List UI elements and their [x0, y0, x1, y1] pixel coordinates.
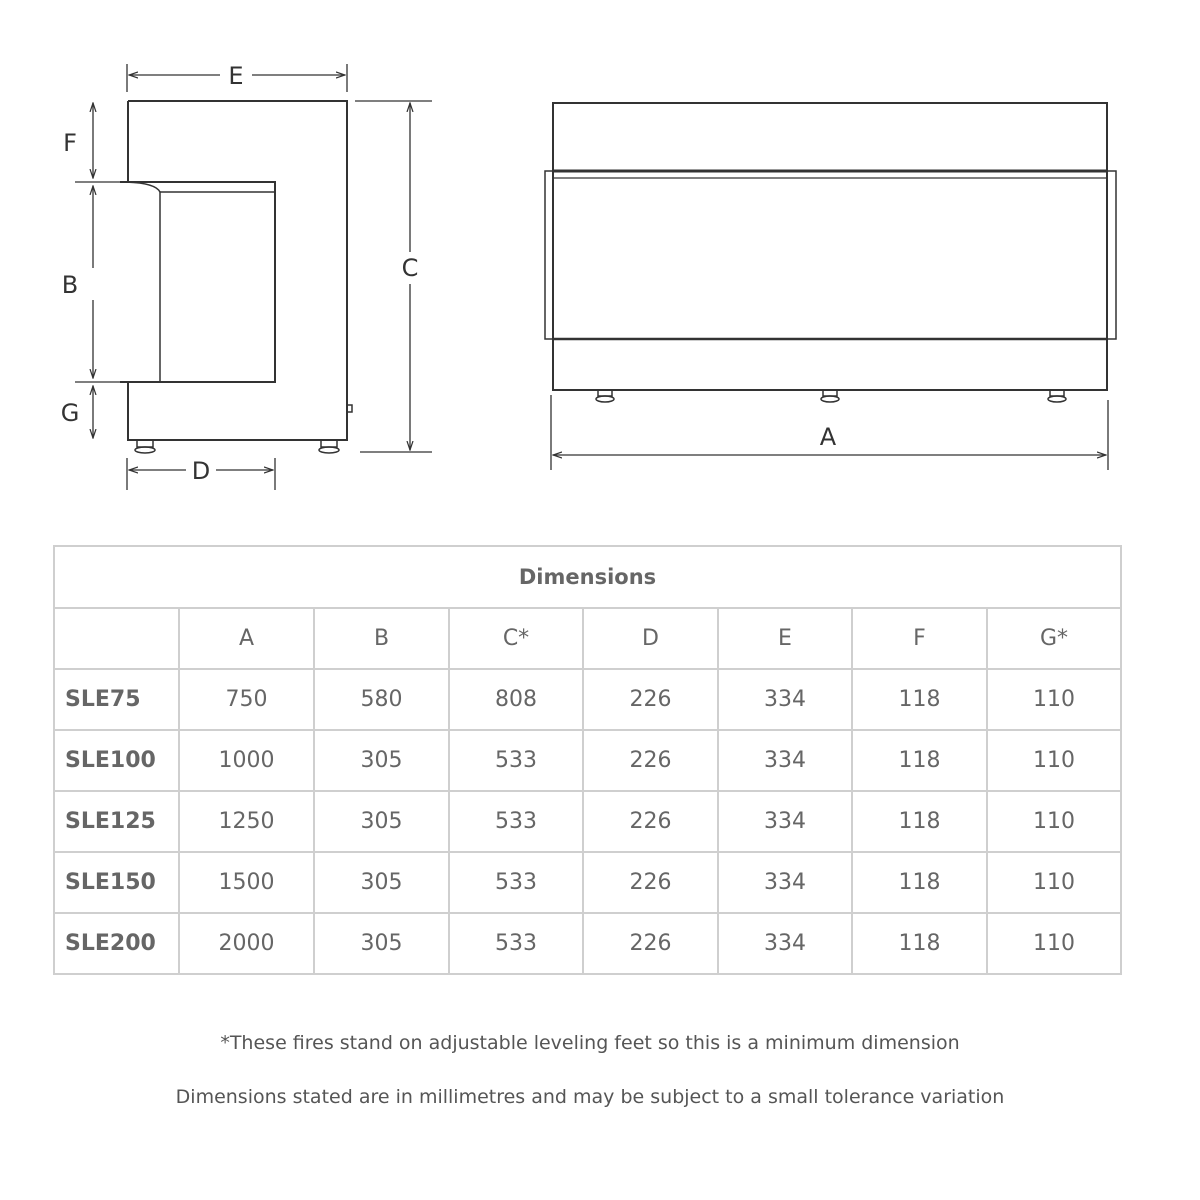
dimension-value-cell: 118	[852, 791, 987, 852]
dimension-value-cell: 533	[449, 913, 583, 974]
dimension-value-cell: 334	[718, 852, 852, 913]
dimension-value-cell: 110	[987, 852, 1121, 913]
dimension-label-D: D	[191, 457, 211, 485]
table-row	[54, 852, 1121, 913]
table-row	[54, 791, 1121, 852]
dimension-value-cell: 118	[852, 852, 987, 913]
dimension-label-A: A	[819, 423, 837, 451]
header-cell-model	[54, 608, 179, 669]
table-header-row	[54, 608, 1121, 669]
front-view-drawing	[545, 103, 1116, 402]
dimension-value-cell: 110	[987, 913, 1121, 974]
model-name-cell: SLE125	[54, 791, 179, 852]
dimension-value-cell: 334	[718, 730, 852, 791]
dimension-label-C: C	[401, 254, 419, 282]
feet-footnote: *These fires stand on adjustable leveling feet so this is a minimum dimension	[220, 1032, 960, 1054]
technical-drawings	[0, 0, 1200, 520]
dimension-value-cell: 118	[852, 669, 987, 730]
dimension-value-cell: 226	[583, 852, 718, 913]
header-cell: E	[718, 608, 852, 669]
dimension-value-cell: 334	[718, 669, 852, 730]
header-cell: D	[583, 608, 718, 669]
dimension-value-cell: 305	[314, 730, 449, 791]
side-view-drawing	[120, 101, 352, 453]
dimension-value-cell: 118	[852, 913, 987, 974]
header-cell: B	[314, 608, 449, 669]
dimension-value-cell: 2000	[179, 913, 314, 974]
table-title: Dimensions	[54, 546, 1121, 608]
dimension-value-cell: 334	[718, 791, 852, 852]
dimensions-table	[53, 545, 1122, 975]
dimension-value-cell: 808	[449, 669, 583, 730]
dimension-label-E: E	[228, 62, 244, 90]
dimension-value-cell: 110	[987, 730, 1121, 791]
dimension-value-cell: 226	[583, 791, 718, 852]
dimension-label-F: F	[63, 129, 77, 157]
table-row	[54, 730, 1121, 791]
dimension-value-cell: 226	[583, 913, 718, 974]
dimension-value-cell: 533	[449, 852, 583, 913]
header-cell: F	[852, 608, 987, 669]
dimension-value-cell: 1000	[179, 730, 314, 791]
table-row	[54, 913, 1121, 974]
header-cell: A	[179, 608, 314, 669]
model-name-cell: SLE150	[54, 852, 179, 913]
dimension-label-G: G	[60, 399, 80, 427]
table-title-row	[54, 546, 1121, 608]
table-row	[54, 669, 1121, 730]
dimension-value-cell: 305	[314, 913, 449, 974]
dimension-value-cell: 305	[314, 852, 449, 913]
dimension-value-cell: 1250	[179, 791, 314, 852]
header-cell: C*	[449, 608, 583, 669]
dimension-value-cell: 533	[449, 791, 583, 852]
units-footnote: Dimensions stated are in millimetres and may be subject to a small tolerance variation	[175, 1086, 1005, 1108]
dimension-value-cell: 580	[314, 669, 449, 730]
dimension-value-cell: 305	[314, 791, 449, 852]
model-name-cell: SLE100	[54, 730, 179, 791]
table-body	[54, 669, 1121, 974]
dimension-value-cell: 110	[987, 669, 1121, 730]
model-name-cell: SLE75	[54, 669, 179, 730]
dimension-value-cell: 226	[583, 730, 718, 791]
dimension-value-cell: 1500	[179, 852, 314, 913]
dimension-value-cell: 226	[583, 669, 718, 730]
dimension-value-cell: 334	[718, 913, 852, 974]
dimension-value-cell: 750	[179, 669, 314, 730]
dimension-value-cell: 118	[852, 730, 987, 791]
header-cell: G*	[987, 608, 1121, 669]
model-name-cell: SLE200	[54, 913, 179, 974]
dimension-label-B: B	[61, 271, 79, 299]
dimension-value-cell: 533	[449, 730, 583, 791]
dimension-value-cell: 110	[987, 791, 1121, 852]
